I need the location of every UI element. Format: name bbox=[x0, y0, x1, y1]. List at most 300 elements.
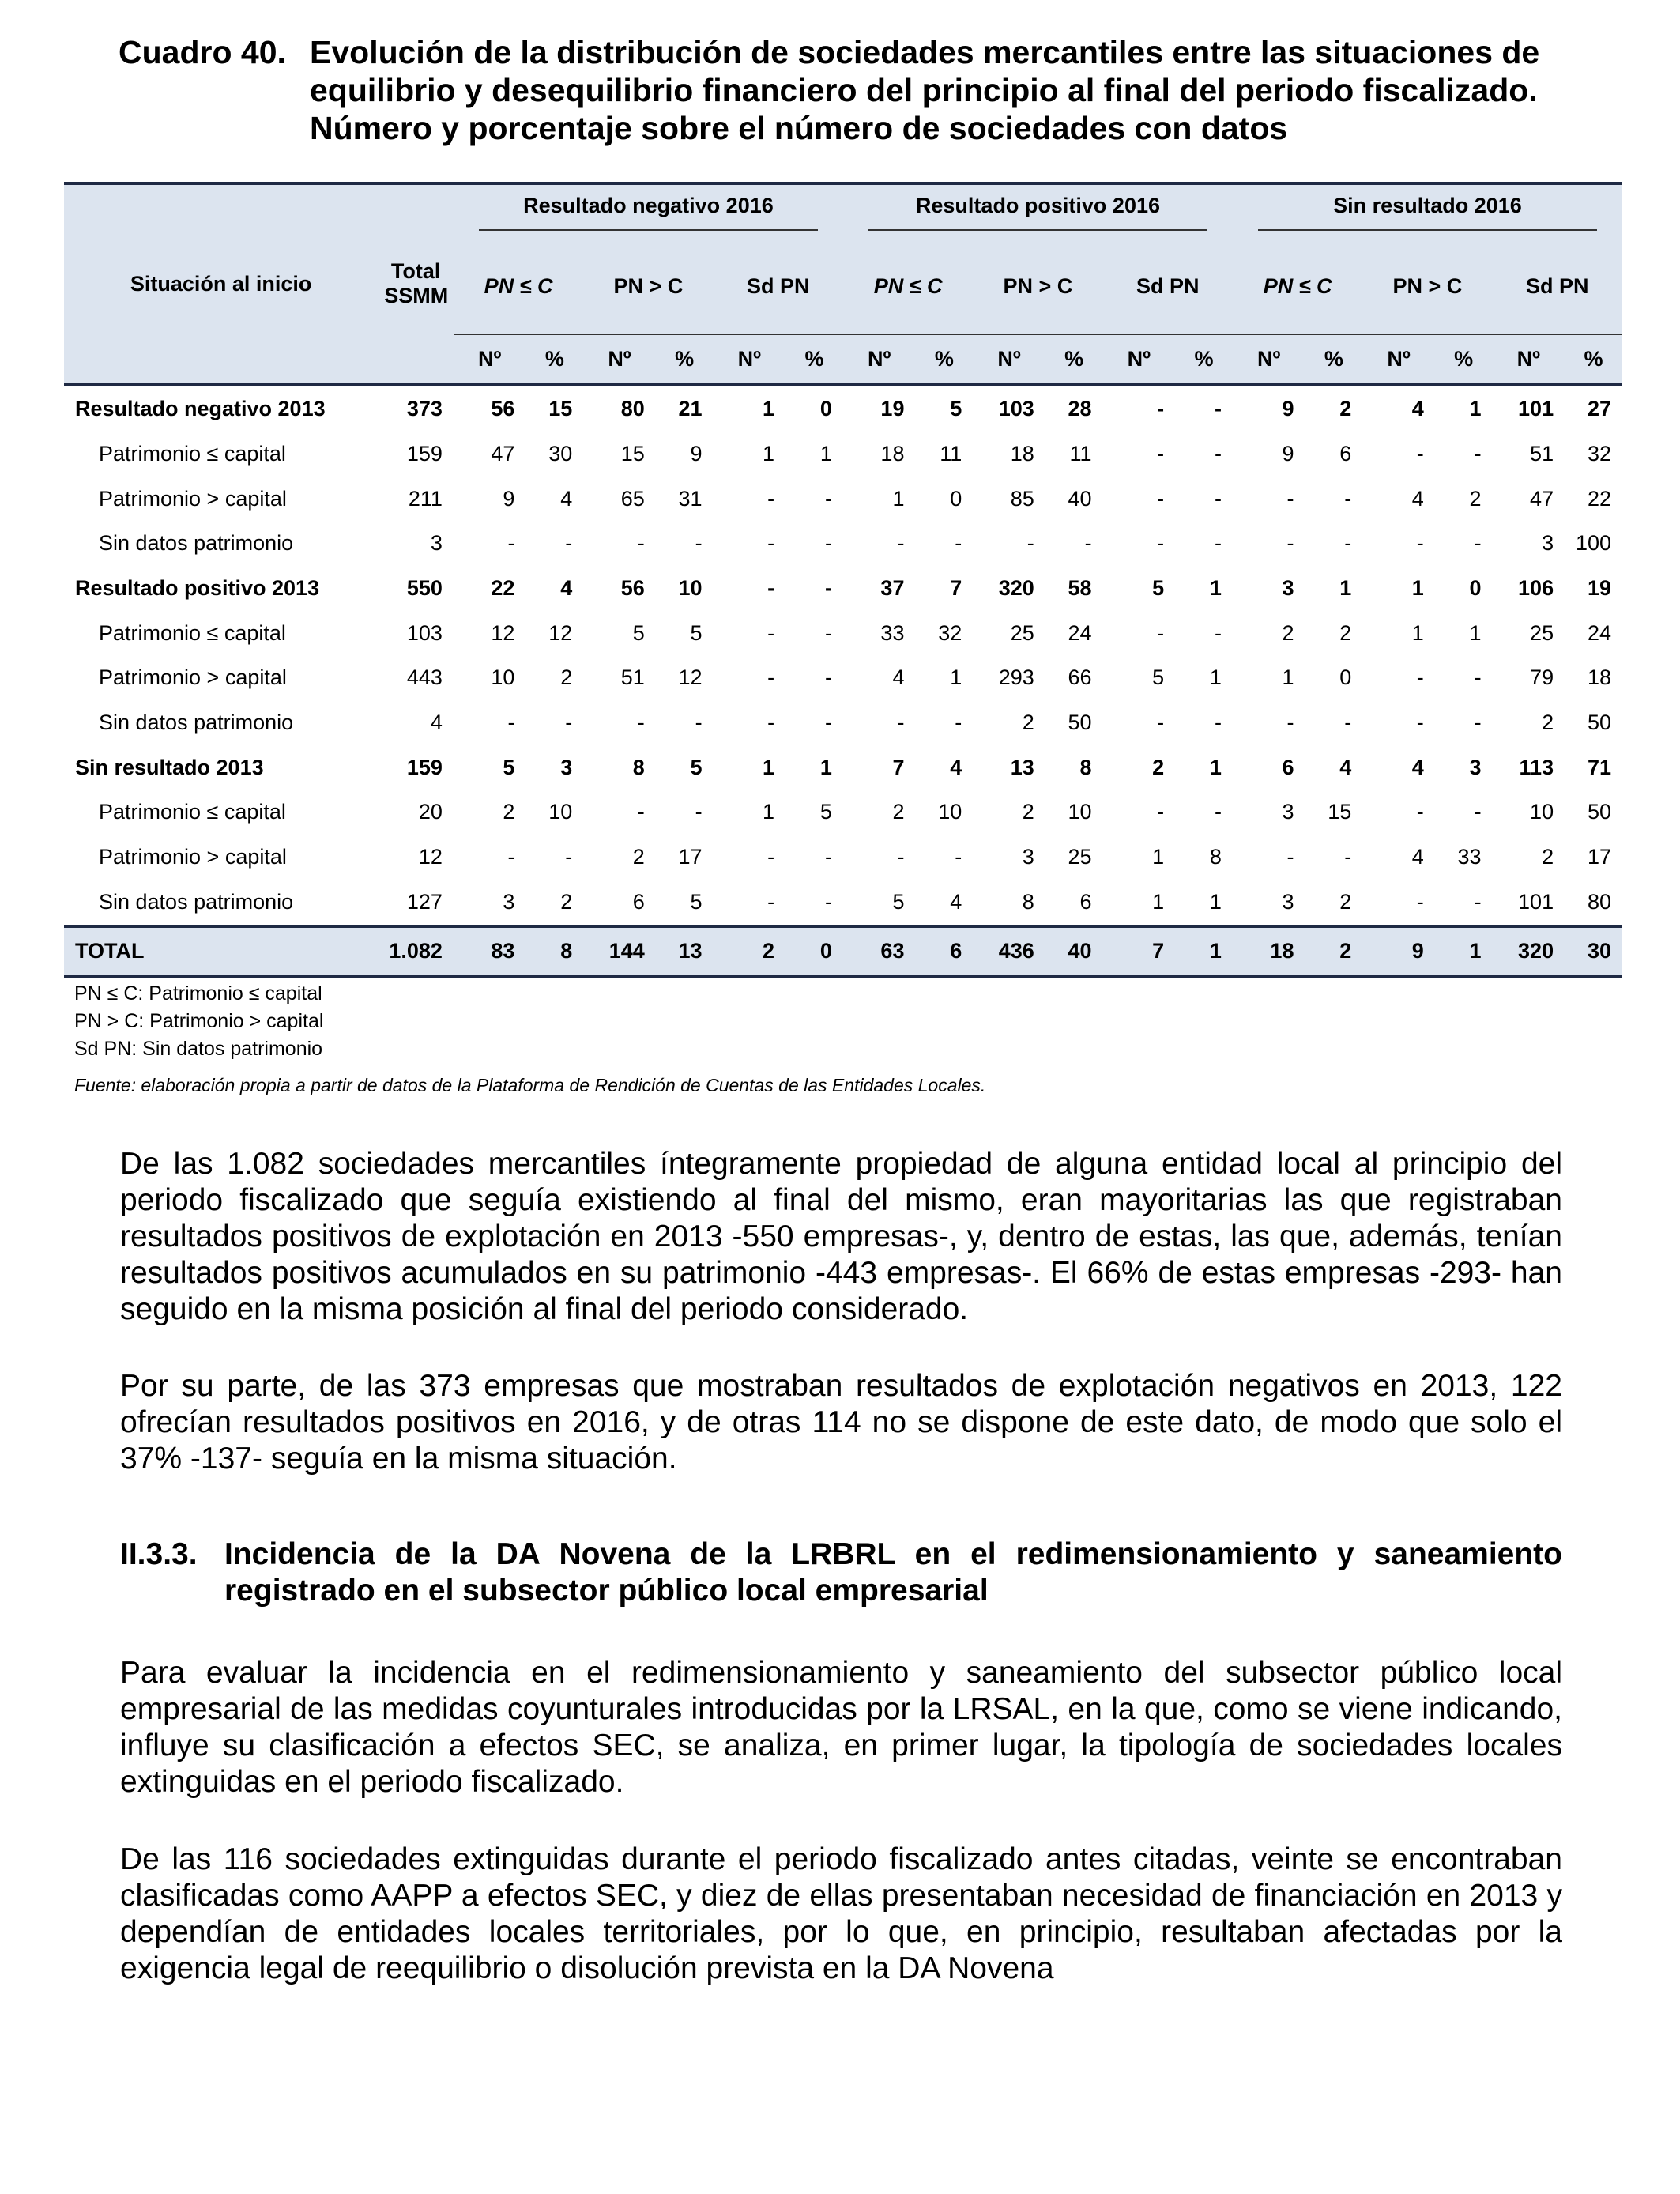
row-cell: - bbox=[1157, 396, 1165, 420]
row-cell: - bbox=[1416, 800, 1424, 824]
row-cell: 11 bbox=[1069, 441, 1092, 466]
caption-label: Cuadro 40. bbox=[119, 34, 286, 70]
row-cell: - bbox=[565, 531, 573, 556]
header-num: Nº bbox=[454, 334, 526, 384]
row-cell: - bbox=[1157, 800, 1165, 824]
row-cell: 3 bbox=[1469, 755, 1482, 779]
row-cell: 3 bbox=[1282, 575, 1294, 600]
row-cell: 113 bbox=[1519, 755, 1554, 779]
row-label: Sin datos patrimonio bbox=[99, 531, 294, 556]
row-cell: - bbox=[824, 486, 832, 511]
row-cell: - bbox=[1344, 531, 1352, 556]
row-cell: 1 bbox=[1411, 620, 1424, 645]
header-pct: % bbox=[785, 334, 843, 384]
header-subgroup: Sd PN bbox=[1493, 239, 1622, 334]
total-cell: 144 bbox=[583, 926, 656, 977]
row-cell: - bbox=[1416, 889, 1424, 914]
row-cell: 18 bbox=[1010, 441, 1034, 466]
row-total: 550 bbox=[406, 575, 443, 600]
total-cell: 8 bbox=[525, 926, 583, 977]
row-cell: 0 bbox=[1469, 575, 1482, 600]
row-cell: 27 bbox=[1587, 396, 1611, 420]
section-title: Incidencia de la DA Novena de la LRBRL en el redimensionamiento y saneamiento registrado en el subsector público local empresarial bbox=[224, 1537, 1562, 1608]
header-subgroup: PN ≤ C bbox=[454, 239, 583, 334]
row-cell: - bbox=[565, 710, 573, 734]
row-label: Patrimonio ≤ capital bbox=[99, 800, 286, 824]
row-cell: 4 bbox=[950, 889, 962, 914]
header-group-label: Sin resultado 2016 bbox=[1258, 194, 1597, 231]
row-cell: 19 bbox=[880, 396, 905, 420]
row-cell: 2 bbox=[1282, 620, 1294, 645]
row-cell: - bbox=[824, 845, 832, 869]
row-cell: - bbox=[955, 845, 962, 869]
row-cell: 79 bbox=[1530, 665, 1554, 690]
row-cell: 12 bbox=[678, 665, 703, 690]
row-cell: - bbox=[824, 665, 832, 690]
row-cell: 17 bbox=[678, 845, 703, 869]
total-cell: 30 bbox=[1565, 926, 1622, 977]
row-cell: 50 bbox=[1068, 710, 1092, 734]
paragraph-2: Por su parte, de las 373 empresas que mostraban resultados de explotación negativos en 2013, 122 ofrecían resultados positivos en 2016, y de otras 114 no se dispone de este dato, de modo que solo el 37% -137- seguía en la misma situación. bbox=[120, 1369, 1562, 1476]
row-cell: 5 bbox=[690, 620, 703, 645]
row-cell: - bbox=[1286, 531, 1294, 556]
row-cell: 0 bbox=[950, 486, 962, 511]
row-cell: 56 bbox=[620, 575, 645, 600]
section-number: II.3.3. bbox=[120, 1537, 198, 1571]
row-cell: 80 bbox=[620, 396, 645, 420]
row-total: 4 bbox=[430, 710, 443, 734]
row-cell: 8 bbox=[1079, 755, 1092, 779]
row-cell: 6 bbox=[1079, 889, 1092, 914]
row-cell: 8 bbox=[1022, 889, 1034, 914]
section-heading bbox=[120, 1536, 1562, 1609]
row-cell: 50 bbox=[1587, 800, 1611, 824]
total-cell: 1 bbox=[1435, 926, 1493, 977]
total-cell: 1 bbox=[1175, 926, 1233, 977]
row-cell: 11 bbox=[940, 441, 962, 466]
row-cell: 47 bbox=[1530, 486, 1554, 511]
table-notes bbox=[74, 980, 323, 1063]
row-cell: 9 bbox=[1282, 441, 1294, 466]
total-cell: 436 bbox=[973, 926, 1045, 977]
row-cell: 5 bbox=[892, 889, 905, 914]
row-cell: 1 bbox=[1209, 889, 1222, 914]
paragraph-4: De las 116 sociedades extinguidas durante el periodo fiscalizado antes citadas, veinte se encontraban clasificadas como AAPP a efectos SEC, y diez de ellas presentaban necesidad de financiación en 2013 y dependían de entidades locales territoriales, por lo que, en principio, resultaban afectadas por la exigencia legal de reequilibrio o disolución prevista en la DA Novena bbox=[120, 1842, 1562, 1985]
row-cell: 103 bbox=[998, 396, 1034, 420]
row-total: 159 bbox=[406, 755, 443, 779]
row-cell: - bbox=[1286, 710, 1294, 734]
row-cell: - bbox=[507, 845, 515, 869]
row-cell: - bbox=[767, 845, 775, 869]
total-row bbox=[64, 926, 1622, 977]
row-cell: 12 bbox=[548, 620, 573, 645]
row-cell: 1 bbox=[763, 396, 775, 420]
row-cell: - bbox=[1157, 486, 1165, 511]
note-sd-pn: Sd PN: Sin datos patrimonio bbox=[74, 1038, 323, 1060]
row-cell: - bbox=[695, 531, 703, 556]
row-cell: 320 bbox=[998, 575, 1034, 600]
header-pct: % bbox=[1435, 334, 1493, 384]
row-cell: - bbox=[1474, 710, 1482, 734]
row-cell: 3 bbox=[1022, 845, 1034, 869]
table-row bbox=[64, 566, 1622, 611]
row-cell: - bbox=[507, 710, 515, 734]
row-cell: 5 bbox=[632, 620, 645, 645]
row-cell: 4 bbox=[1411, 396, 1424, 420]
header-num: Nº bbox=[1233, 334, 1305, 384]
row-cell: 4 bbox=[1411, 755, 1424, 779]
row-cell: 9 bbox=[1282, 396, 1294, 420]
row-cell: 101 bbox=[1518, 396, 1554, 420]
row-cell: 10 bbox=[548, 800, 573, 824]
note-pn-le-c: PN ≤ C: Patrimonio ≤ capital bbox=[74, 982, 322, 1005]
row-cell: 2 bbox=[1339, 889, 1352, 914]
table-row bbox=[64, 700, 1622, 745]
total-cell: 18 bbox=[1233, 926, 1305, 977]
row-cell: 4 bbox=[560, 486, 573, 511]
total-cell: 2 bbox=[714, 926, 786, 977]
row-cell: 18 bbox=[1587, 665, 1611, 690]
row-cell: 5 bbox=[690, 889, 703, 914]
table-source: Fuente: elaboración propia a partir de datos de la Plataforma de Rendición de Cuentas de las Entidades Locales. bbox=[74, 1075, 986, 1095]
row-cell: - bbox=[767, 889, 775, 914]
row-cell: - bbox=[1344, 486, 1352, 511]
row-cell: 3 bbox=[1282, 889, 1294, 914]
row-cell: - bbox=[565, 845, 573, 869]
row-label: Sin resultado 2013 bbox=[75, 755, 264, 779]
row-cell: 8 bbox=[1209, 845, 1222, 869]
header-num: Nº bbox=[1103, 334, 1176, 384]
row-cell: 71 bbox=[1587, 755, 1611, 779]
header-num: Nº bbox=[583, 334, 656, 384]
total-cell: 320 bbox=[1493, 926, 1565, 977]
row-cell: - bbox=[824, 620, 832, 645]
header-pct: % bbox=[1305, 334, 1362, 384]
row-cell: 10 bbox=[1530, 800, 1554, 824]
row-cell: 1 bbox=[1152, 845, 1165, 869]
row-cell: 10 bbox=[491, 665, 515, 690]
row-cell: 2 bbox=[1152, 755, 1165, 779]
total-cell: 2 bbox=[1305, 926, 1362, 977]
row-cell: 31 bbox=[678, 486, 703, 511]
row-cell: 4 bbox=[560, 575, 573, 600]
header-subgroup: PN ≤ C bbox=[843, 239, 973, 334]
header-num: Nº bbox=[973, 334, 1045, 384]
row-total: 12 bbox=[418, 845, 443, 869]
row-cell: - bbox=[824, 531, 832, 556]
table-row bbox=[64, 745, 1622, 790]
row-cell: - bbox=[1157, 441, 1165, 466]
row-cell: - bbox=[1214, 531, 1222, 556]
row-cell: 1 bbox=[819, 755, 832, 779]
header-num: Nº bbox=[1362, 334, 1435, 384]
row-cell: 32 bbox=[938, 620, 962, 645]
row-total: 159 bbox=[406, 441, 443, 466]
row-cell: 2 bbox=[632, 845, 645, 869]
header-row-groups bbox=[64, 183, 1622, 239]
row-cell: - bbox=[1344, 710, 1352, 734]
row-cell: 101 bbox=[1518, 889, 1554, 914]
row-cell: 1 bbox=[1209, 575, 1222, 600]
header-pct: % bbox=[1565, 334, 1622, 384]
table-row bbox=[64, 655, 1622, 700]
row-cell: - bbox=[637, 710, 645, 734]
table-row bbox=[64, 880, 1622, 926]
row-cell: 12 bbox=[491, 620, 515, 645]
row-cell: 10 bbox=[678, 575, 703, 600]
row-total: 3 bbox=[430, 531, 443, 556]
row-cell: 1 bbox=[763, 800, 775, 824]
row-cell: - bbox=[897, 531, 905, 556]
row-cell: 18 bbox=[880, 441, 905, 466]
row-total: 103 bbox=[406, 620, 443, 645]
header-group-2 bbox=[1233, 183, 1622, 239]
row-cell: - bbox=[767, 665, 775, 690]
row-cell: - bbox=[1157, 531, 1165, 556]
row-cell: 2 bbox=[1542, 845, 1554, 869]
row-cell: 24 bbox=[1068, 620, 1092, 645]
row-cell: 4 bbox=[1411, 486, 1424, 511]
total-cell: 40 bbox=[1045, 926, 1103, 977]
row-cell: - bbox=[1474, 665, 1482, 690]
table-footer bbox=[64, 926, 1622, 977]
header-pct: % bbox=[915, 334, 973, 384]
row-cell: - bbox=[767, 531, 775, 556]
header-subgroup: Sd PN bbox=[1103, 239, 1233, 334]
row-total: 127 bbox=[406, 889, 443, 914]
header-subgroup: PN > C bbox=[583, 239, 713, 334]
row-cell: - bbox=[1474, 531, 1482, 556]
row-cell: 4 bbox=[1411, 845, 1424, 869]
row-cell: - bbox=[897, 845, 905, 869]
row-cell: 1 bbox=[1282, 665, 1294, 690]
row-cell: 50 bbox=[1587, 710, 1611, 734]
row-cell: - bbox=[1084, 531, 1092, 556]
row-cell: - bbox=[1026, 531, 1034, 556]
row-cell: 1 bbox=[819, 441, 832, 466]
row-cell: 5 bbox=[690, 755, 703, 779]
row-label: Sin datos patrimonio bbox=[99, 710, 294, 734]
header-group-label: Resultado negativo 2016 bbox=[479, 194, 818, 231]
row-label: Patrimonio > capital bbox=[99, 665, 287, 690]
row-cell: 17 bbox=[1587, 845, 1611, 869]
row-cell: 5 bbox=[950, 396, 962, 420]
row-cell: - bbox=[1214, 800, 1222, 824]
row-cell: 47 bbox=[491, 441, 515, 466]
row-cell: 37 bbox=[880, 575, 905, 600]
header-pct: % bbox=[1045, 334, 1103, 384]
row-cell: 80 bbox=[1587, 889, 1611, 914]
row-cell: 2 bbox=[1022, 710, 1034, 734]
row-cell: 1 bbox=[1411, 575, 1424, 600]
table-body bbox=[64, 384, 1622, 926]
header-total-label: Total SSMM bbox=[384, 259, 449, 307]
total-cell: 0 bbox=[785, 926, 843, 977]
row-cell: - bbox=[1214, 486, 1222, 511]
table-row bbox=[64, 611, 1622, 656]
row-cell: - bbox=[1474, 800, 1482, 824]
header-subgroup: PN > C bbox=[1362, 239, 1492, 334]
row-cell: 19 bbox=[1587, 575, 1611, 600]
row-cell: 33 bbox=[880, 620, 905, 645]
row-cell: 28 bbox=[1068, 396, 1092, 420]
row-cell: - bbox=[1416, 710, 1424, 734]
row-cell: 10 bbox=[938, 800, 962, 824]
row-cell: 8 bbox=[632, 755, 645, 779]
row-cell: 1 bbox=[1469, 620, 1482, 645]
row-cell: 0 bbox=[819, 396, 832, 420]
header-group-label: Resultado positivo 2016 bbox=[868, 194, 1207, 231]
row-label: Resultado negativo 2013 bbox=[75, 396, 326, 420]
row-cell: 6 bbox=[1282, 755, 1294, 779]
row-total: 20 bbox=[418, 800, 443, 824]
data-table bbox=[64, 182, 1622, 978]
total-cell: 9 bbox=[1362, 926, 1435, 977]
row-cell: - bbox=[1286, 845, 1294, 869]
row-cell: 1 bbox=[763, 755, 775, 779]
row-cell: 3 bbox=[1282, 800, 1294, 824]
row-cell: - bbox=[1344, 845, 1352, 869]
row-cell: 15 bbox=[548, 396, 573, 420]
header-total bbox=[378, 183, 454, 384]
row-cell: - bbox=[955, 531, 962, 556]
table-row bbox=[64, 477, 1622, 522]
row-cell: 2 bbox=[1469, 486, 1482, 511]
row-cell: 58 bbox=[1068, 575, 1092, 600]
row-cell: 9 bbox=[690, 441, 703, 466]
header-situacion: Situación al inicio bbox=[64, 183, 378, 384]
row-cell: 3 bbox=[1542, 531, 1554, 556]
row-cell: 33 bbox=[1457, 845, 1482, 869]
row-cell: 5 bbox=[1152, 575, 1165, 600]
table-row bbox=[64, 384, 1622, 432]
row-cell: 1 bbox=[1339, 575, 1352, 600]
caption-text: Evolución de la distribución de sociedades mercantiles entre las situaciones de equilibrio y desequilibrio financiero del principio al final del periodo fiscalizado. Número y porcentaje sobre el número de sociedades con datos bbox=[310, 34, 1540, 146]
table-caption bbox=[119, 33, 1565, 147]
table-row bbox=[64, 521, 1622, 566]
header-group-0 bbox=[454, 183, 843, 239]
header-subgroup: PN ≤ C bbox=[1233, 239, 1362, 334]
row-cell: 100 bbox=[1575, 531, 1611, 556]
row-cell: 10 bbox=[1068, 800, 1092, 824]
header-subgroup: Sd PN bbox=[714, 239, 843, 334]
row-cell: - bbox=[824, 889, 832, 914]
row-cell: 7 bbox=[950, 575, 962, 600]
row-cell: 293 bbox=[998, 665, 1034, 690]
row-cell: 25 bbox=[1068, 845, 1092, 869]
row-cell: - bbox=[1157, 710, 1165, 734]
row-cell: 51 bbox=[620, 665, 645, 690]
row-cell: - bbox=[824, 710, 832, 734]
row-cell: 32 bbox=[1587, 441, 1611, 466]
row-cell: 66 bbox=[1068, 665, 1092, 690]
row-cell: - bbox=[1416, 441, 1424, 466]
row-total: 373 bbox=[406, 396, 443, 420]
row-cell: 2 bbox=[1022, 800, 1034, 824]
header-group-1 bbox=[843, 183, 1233, 239]
total-value: 1.082 bbox=[378, 926, 454, 977]
row-cell: 30 bbox=[548, 441, 573, 466]
row-cell: - bbox=[767, 486, 775, 511]
row-cell: 56 bbox=[491, 396, 515, 420]
row-cell: 3 bbox=[503, 889, 515, 914]
row-cell: 2 bbox=[560, 889, 573, 914]
table-header bbox=[64, 183, 1622, 384]
row-cell: 22 bbox=[491, 575, 515, 600]
row-label: Patrimonio ≤ capital bbox=[99, 620, 286, 645]
row-cell: 1 bbox=[1209, 665, 1222, 690]
total-label: TOTAL bbox=[64, 926, 378, 977]
table-row bbox=[64, 835, 1622, 880]
header-pct: % bbox=[1175, 334, 1233, 384]
row-cell: - bbox=[767, 710, 775, 734]
row-cell: - bbox=[507, 531, 515, 556]
row-label: Resultado positivo 2013 bbox=[75, 575, 320, 600]
row-cell: 4 bbox=[950, 755, 962, 779]
row-cell: 22 bbox=[1587, 486, 1611, 511]
row-cell: 7 bbox=[892, 755, 905, 779]
total-cell: 63 bbox=[843, 926, 916, 977]
row-cell: 1 bbox=[892, 486, 905, 511]
row-cell: 2 bbox=[1339, 620, 1352, 645]
header-num: Nº bbox=[714, 334, 786, 384]
table-row bbox=[64, 432, 1622, 477]
row-cell: - bbox=[695, 800, 703, 824]
data-table-container bbox=[64, 182, 1622, 978]
row-cell: 6 bbox=[1339, 441, 1352, 466]
row-cell: 5 bbox=[819, 800, 832, 824]
row-cell: 3 bbox=[560, 755, 573, 779]
row-label: Patrimonio ≤ capital bbox=[99, 441, 286, 466]
row-cell: - bbox=[1214, 620, 1222, 645]
row-cell: 1 bbox=[763, 441, 775, 466]
row-cell: - bbox=[637, 531, 645, 556]
row-cell: - bbox=[637, 800, 645, 824]
row-cell: - bbox=[1416, 665, 1424, 690]
row-cell: 40 bbox=[1068, 486, 1092, 511]
row-cell: - bbox=[824, 575, 832, 600]
row-cell: 2 bbox=[1339, 396, 1352, 420]
row-cell: 1 bbox=[1469, 396, 1482, 420]
row-cell: - bbox=[767, 620, 775, 645]
row-cell: 13 bbox=[1010, 755, 1034, 779]
row-cell: 4 bbox=[1339, 755, 1352, 779]
row-cell: - bbox=[897, 710, 905, 734]
row-cell: 2 bbox=[892, 800, 905, 824]
row-cell: - bbox=[1214, 396, 1222, 420]
row-cell: 1 bbox=[1152, 889, 1165, 914]
paragraph-3: Para evaluar la incidencia en el redimensionamiento y saneamiento del subsector público local empresarial de las medidas coyunturales introducidas por la LRSAL, en la que, como se viene indicando, influye su clasificación a efectos SEC, se analiza, en primer lugar, la tipología de sociedades locales extinguidas en el periodo fiscalizado. bbox=[120, 1656, 1562, 1799]
total-cell: 13 bbox=[656, 926, 714, 977]
row-cell: 1 bbox=[1209, 755, 1222, 779]
table-row bbox=[64, 790, 1622, 835]
row-total: 211 bbox=[408, 486, 443, 511]
row-cell: - bbox=[1416, 531, 1424, 556]
header-num: Nº bbox=[843, 334, 916, 384]
row-cell: 65 bbox=[620, 486, 645, 511]
row-cell: 85 bbox=[1010, 486, 1034, 511]
note-pn-gt-c: PN > C: Patrimonio > capital bbox=[74, 1010, 324, 1032]
header-num: Nº bbox=[1493, 334, 1565, 384]
total-cell: 6 bbox=[915, 926, 973, 977]
row-cell: 25 bbox=[1530, 620, 1554, 645]
row-total: 443 bbox=[406, 665, 443, 690]
row-cell: - bbox=[1214, 710, 1222, 734]
row-cell: - bbox=[1474, 441, 1482, 466]
row-cell: 15 bbox=[620, 441, 645, 466]
row-cell: 6 bbox=[632, 889, 645, 914]
row-cell: 5 bbox=[1152, 665, 1165, 690]
